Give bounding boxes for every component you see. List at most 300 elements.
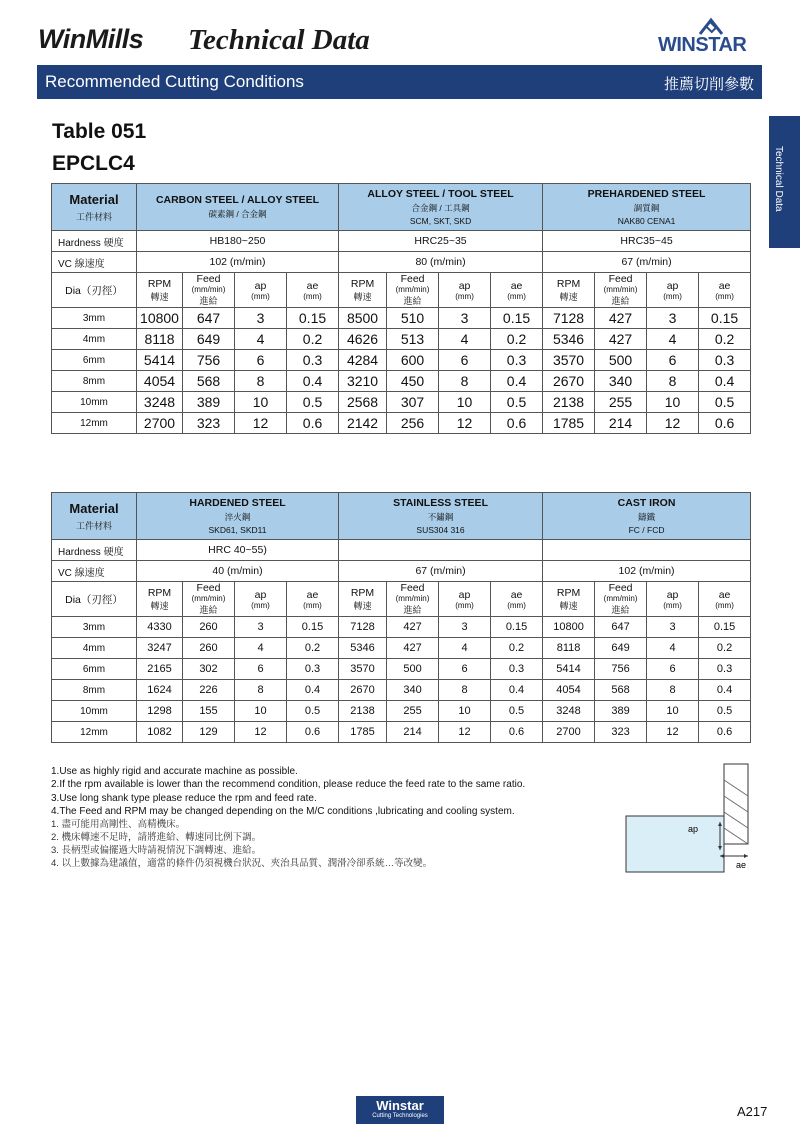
vc-value: 67 (m/min) [339, 561, 543, 582]
value-cell: 12 [647, 722, 699, 743]
value-cell: 389 [183, 392, 235, 413]
note-zh: 3. 長柄型或偏擺過大時請視情況下調轉速、進給。 [51, 845, 262, 857]
feed-header [595, 273, 647, 308]
note-en: 4.The Feed and RPM may be changed depending on the M/C conditions ,lubricating and cooling system. [51, 805, 515, 817]
value-cell: 0.15 [287, 308, 339, 329]
value-cell: 3247 [137, 638, 183, 659]
rpm-label-zh: 轉速 [150, 600, 169, 611]
value-cell: 10 [235, 701, 287, 722]
value-cell: 0.6 [287, 413, 339, 434]
dia-label: Dia（刃徑） [52, 582, 137, 617]
ae-unit: (mm) [507, 291, 526, 301]
ae-label: ae [510, 279, 523, 292]
value-cell: 4330 [137, 617, 183, 638]
ap-header [647, 582, 699, 617]
group-header [543, 184, 751, 231]
value-cell: 302 [183, 659, 235, 680]
note-zh: 1. 盡可能用高剛性、高精機床。 [51, 819, 186, 831]
rpm-label-zh: 轉速 [559, 600, 578, 611]
value-cell: 0.5 [491, 701, 543, 722]
note-zh: 2. 機床轉速不足時，請將進給、轉速同比例下調。 [51, 832, 262, 844]
value-cell: 0.4 [699, 680, 751, 701]
value-cell: 214 [595, 413, 647, 434]
value-cell: 0.15 [491, 308, 543, 329]
value-cell: 2138 [543, 392, 595, 413]
note-en: 1.Use as highly rigid and accurate machine as possible. [51, 766, 298, 777]
value-cell: 0.4 [699, 371, 751, 392]
value-cell: 2138 [339, 701, 387, 722]
section-title: Recommended Cutting Conditions [45, 72, 304, 91]
value-cell: 0.3 [287, 350, 339, 371]
feed-header [387, 273, 439, 308]
note-en: 2.If the rpm available is lower than the recommend condition, please reduce the feed rate to the same ratio. [51, 779, 526, 791]
group-name: PREHARDENED STEEL [587, 188, 706, 200]
ae-unit: (mm) [303, 291, 322, 301]
rpm-label-zh: 轉速 [559, 291, 578, 302]
dia-cell: 10mm [52, 701, 137, 722]
group-name-zh: 不鏽鋼 [427, 512, 454, 522]
value-cell: 2700 [543, 722, 595, 743]
feed-label-zh: 進給 [199, 605, 218, 615]
value-cell: 0.3 [699, 350, 751, 371]
value-cell: 647 [595, 617, 647, 638]
group-grades: SUS304 316 [416, 525, 465, 535]
hardness-value [339, 540, 543, 561]
dia-cell: 4mm [52, 329, 137, 350]
value-cell: 5346 [339, 638, 387, 659]
value-cell: 307 [387, 392, 439, 413]
feed-label-zh: 進給 [611, 605, 630, 615]
value-cell: 8118 [543, 638, 595, 659]
rpm-label: RPM [556, 277, 581, 290]
rpm-header [137, 582, 183, 617]
value-cell: 4054 [543, 680, 595, 701]
group-header [137, 493, 339, 540]
feed-unit: (mm/min) [395, 594, 430, 603]
value-cell: 0.6 [287, 722, 339, 743]
value-cell: 0.3 [699, 659, 751, 680]
value-cell: 500 [595, 350, 647, 371]
ap-label: ap [666, 588, 679, 601]
feed-header [387, 582, 439, 617]
value-cell: 0.2 [699, 329, 751, 350]
value-cell: 4 [647, 638, 699, 659]
group-grades: NAK80 CENA1 [617, 216, 676, 226]
value-cell: 0.5 [699, 701, 751, 722]
value-cell: 8 [439, 371, 491, 392]
value-cell: 4626 [339, 329, 387, 350]
vc-value: 67 (m/min) [543, 252, 751, 273]
value-cell: 255 [595, 392, 647, 413]
value-cell: 10800 [137, 308, 183, 329]
group-header [543, 493, 751, 540]
value-cell: 0.5 [699, 392, 751, 413]
value-cell: 260 [183, 617, 235, 638]
value-cell: 0.2 [491, 329, 543, 350]
value-cell: 427 [387, 638, 439, 659]
value-cell: 4 [647, 329, 699, 350]
ap-label: ap [666, 279, 679, 292]
group-name-zh: 淬火鋼 [224, 512, 251, 522]
value-cell: 256 [387, 413, 439, 434]
rpm-label-zh: 轉速 [353, 291, 372, 302]
feed-header [183, 582, 235, 617]
value-cell: 1624 [137, 680, 183, 701]
ae-header [699, 273, 751, 308]
group-name: STAINLESS STEEL [393, 497, 488, 509]
ae-label: ae [306, 279, 319, 292]
hardness-value: HB180~250 [137, 231, 339, 252]
ap-header [439, 273, 491, 308]
feed-unit: (mm/min) [603, 594, 638, 603]
value-cell: 10 [647, 392, 699, 413]
table-row [52, 638, 751, 659]
value-cell: 3 [235, 308, 287, 329]
feed-label-zh: 進給 [199, 296, 218, 306]
ap-unit: (mm) [251, 600, 270, 610]
group-name-zh: 調質鋼 [633, 203, 660, 213]
value-cell: 8118 [137, 329, 183, 350]
value-cell: 6 [235, 350, 287, 371]
value-cell: 5414 [137, 350, 183, 371]
rpm-label: RPM [350, 586, 375, 599]
ap-unit: (mm) [251, 291, 270, 301]
table-row [52, 413, 751, 434]
hardness-value: HRC 40~55) [137, 540, 339, 561]
value-cell: 427 [595, 329, 647, 350]
ap-header [235, 582, 287, 617]
value-cell: 3 [439, 617, 491, 638]
value-cell: 323 [183, 413, 235, 434]
table-row [52, 350, 751, 371]
vc-label: VC 線速度 [52, 561, 137, 582]
feed-label: Feed [196, 582, 221, 594]
value-cell: 4 [235, 329, 287, 350]
value-cell: 260 [183, 638, 235, 659]
rpm-label-zh: 轉速 [150, 291, 169, 302]
value-cell: 4284 [339, 350, 387, 371]
product-code: EPCLC4 [52, 152, 135, 175]
dia-cell: 3mm [52, 617, 137, 638]
feed-unit: (mm/min) [191, 594, 226, 603]
value-cell: 0.3 [491, 350, 543, 371]
value-cell: 0.5 [287, 392, 339, 413]
value-cell: 3210 [339, 371, 387, 392]
value-cell: 0.2 [287, 638, 339, 659]
feed-label: Feed [400, 582, 425, 594]
feed-label-zh: 進給 [403, 296, 422, 306]
value-cell: 1082 [137, 722, 183, 743]
rpm-header [543, 273, 595, 308]
ae-unit: (mm) [715, 291, 734, 301]
ap-header [439, 582, 491, 617]
value-cell: 3570 [543, 350, 595, 371]
group-header [339, 493, 543, 540]
value-cell: 8 [439, 680, 491, 701]
value-cell: 8 [235, 371, 287, 392]
ap-label: ap [458, 588, 471, 601]
value-cell: 12 [235, 722, 287, 743]
value-cell: 8 [235, 680, 287, 701]
ae-header [491, 273, 543, 308]
table-row [52, 659, 751, 680]
value-cell: 500 [387, 659, 439, 680]
value-cell: 647 [183, 308, 235, 329]
value-cell: 4054 [137, 371, 183, 392]
value-cell: 12 [647, 413, 699, 434]
ap-unit: (mm) [455, 600, 474, 610]
value-cell: 2670 [339, 680, 387, 701]
vc-value: 80 (m/min) [339, 252, 543, 273]
hardness-value: HRC35~45 [543, 231, 751, 252]
value-cell: 1785 [543, 413, 595, 434]
table-row [52, 329, 751, 350]
ap-diagram-label: ap [688, 824, 699, 834]
value-cell: 756 [595, 659, 647, 680]
group-name-zh: 合金鋼 / 工具鋼 [411, 203, 470, 213]
group-name: CARBON STEEL / ALLOY STEEL [155, 194, 320, 206]
dia-cell: 3mm [52, 308, 137, 329]
feed-unit: (mm/min) [191, 285, 226, 294]
table-row [52, 722, 751, 743]
hardness-value [543, 540, 751, 561]
feed-label: Feed [400, 273, 425, 285]
rpm-header [137, 273, 183, 308]
value-cell: 3570 [339, 659, 387, 680]
value-cell: 0.15 [491, 617, 543, 638]
ae-header [491, 582, 543, 617]
dia-cell: 4mm [52, 638, 137, 659]
value-cell: 568 [183, 371, 235, 392]
ae-label: ae [306, 588, 319, 601]
value-cell: 649 [595, 638, 647, 659]
cutting-diagram [624, 760, 754, 880]
ap-unit: (mm) [663, 291, 682, 301]
winstar-logo [658, 16, 766, 56]
value-cell: 6 [439, 659, 491, 680]
value-cell: 756 [183, 350, 235, 371]
ae-label: ae [718, 279, 731, 292]
ae-diagram-label: ae [736, 860, 747, 870]
hardness-label: Hardness 硬度 [52, 540, 137, 561]
value-cell: 155 [183, 701, 235, 722]
material-header [52, 493, 137, 540]
ap-header [647, 273, 699, 308]
ae-header [287, 582, 339, 617]
value-cell: 226 [183, 680, 235, 701]
feed-label: Feed [608, 582, 633, 594]
dia-cell: 6mm [52, 659, 137, 680]
column-header-row [52, 582, 751, 617]
rpm-label: RPM [556, 586, 581, 599]
ae-header [287, 273, 339, 308]
value-cell: 2670 [543, 371, 595, 392]
value-cell: 12 [439, 722, 491, 743]
value-cell: 340 [387, 680, 439, 701]
side-tab-label: Technical Data [773, 146, 784, 212]
value-cell: 340 [595, 371, 647, 392]
group-grades: FC / FCD [628, 525, 665, 535]
value-cell: 10 [235, 392, 287, 413]
table-row [52, 371, 751, 392]
value-cell: 513 [387, 329, 439, 350]
ap-label: ap [458, 279, 471, 292]
value-cell: 0.5 [491, 392, 543, 413]
value-cell: 389 [595, 701, 647, 722]
value-cell: 0.4 [491, 371, 543, 392]
value-cell: 3 [647, 617, 699, 638]
dia-label: Dia（刃徑） [52, 273, 137, 308]
group-grades: SCM, SKT, SKD [409, 216, 472, 226]
feed-header [595, 582, 647, 617]
value-cell: 2568 [339, 392, 387, 413]
column-header-row [52, 273, 751, 308]
value-cell: 8500 [339, 308, 387, 329]
value-cell: 10 [439, 701, 491, 722]
ae-unit: (mm) [715, 600, 734, 610]
ae-unit: (mm) [303, 600, 322, 610]
value-cell: 5414 [543, 659, 595, 680]
material-label: Material [69, 191, 119, 207]
feed-label: Feed [608, 273, 633, 285]
value-cell: 3 [439, 308, 491, 329]
value-cell: 5346 [543, 329, 595, 350]
feed-label: Feed [196, 273, 221, 285]
footer-logo-sub: Cutting Technologies [372, 1113, 428, 1119]
rpm-header [543, 582, 595, 617]
ap-label: ap [254, 588, 267, 601]
dia-cell: 6mm [52, 350, 137, 371]
group-header [137, 184, 339, 231]
value-cell: 0.15 [699, 617, 751, 638]
vc-value: 102 (m/min) [543, 561, 751, 582]
section-title-zh: 推薦切削參數 [663, 76, 754, 93]
ap-unit: (mm) [455, 291, 474, 301]
value-cell: 2142 [339, 413, 387, 434]
table-row [52, 392, 751, 413]
logo-text: WINSTAR [658, 34, 747, 56]
value-cell: 6 [647, 350, 699, 371]
hardness-label: Hardness 硬度 [52, 231, 137, 252]
table-title: Table 051 [52, 120, 147, 143]
material-label-zh: 工件材料 [75, 520, 112, 531]
value-cell: 0.2 [491, 638, 543, 659]
ae-unit: (mm) [507, 600, 526, 610]
group-grades: SKD61, SKD11 [208, 525, 267, 535]
cutting-table-2 [51, 492, 751, 743]
logo-emblem-icon [696, 16, 726, 36]
side-tab [769, 116, 800, 248]
group-name-zh: 鑄鐵 [638, 512, 656, 522]
value-cell: 10 [647, 701, 699, 722]
value-cell: 0.6 [699, 413, 751, 434]
value-cell: 12 [235, 413, 287, 434]
rpm-label-zh: 轉速 [353, 600, 372, 611]
value-cell: 0.4 [287, 371, 339, 392]
value-cell: 12 [439, 413, 491, 434]
dia-cell: 12mm [52, 413, 137, 434]
usage-notes [51, 765, 525, 870]
value-cell: 10 [439, 392, 491, 413]
table-row [52, 617, 751, 638]
value-cell: 568 [595, 680, 647, 701]
ae-label: ae [510, 588, 523, 601]
value-cell: 8 [647, 371, 699, 392]
ae-label: ae [718, 588, 731, 601]
value-cell: 323 [595, 722, 647, 743]
value-cell: 10800 [543, 617, 595, 638]
group-name: CAST IRON [617, 497, 676, 509]
ap-header [235, 273, 287, 308]
group-name: ALLOY STEEL / TOOL STEEL [367, 188, 514, 200]
note-zh: 4. 以上數據為建議值，適當的條件仍須視機台狀況、夾治具品質、潤滑冷卻系統…等改變。 [51, 858, 433, 870]
value-cell: 7128 [339, 617, 387, 638]
value-cell: 2165 [137, 659, 183, 680]
dia-cell: 12mm [52, 722, 137, 743]
rpm-label: RPM [350, 277, 375, 290]
value-cell: 0.15 [699, 308, 751, 329]
feed-header [183, 273, 235, 308]
value-cell: 4 [439, 638, 491, 659]
value-cell: 6 [647, 659, 699, 680]
rpm-label: RPM [147, 277, 172, 290]
vc-label: VC 線速度 [52, 252, 137, 273]
value-cell: 0.3 [287, 659, 339, 680]
material-label: Material [69, 500, 119, 516]
value-cell: 0.6 [491, 413, 543, 434]
vc-value: 102 (m/min) [137, 252, 339, 273]
hardness-value: HRC25~35 [339, 231, 543, 252]
section-bar [37, 65, 762, 99]
rpm-header [339, 582, 387, 617]
value-cell: 3 [235, 617, 287, 638]
value-cell: 255 [387, 701, 439, 722]
feed-unit: (mm/min) [603, 285, 638, 294]
ap-label: ap [254, 279, 267, 292]
value-cell: 4 [235, 638, 287, 659]
value-cell: 649 [183, 329, 235, 350]
dia-cell: 10mm [52, 392, 137, 413]
value-cell: 0.3 [491, 659, 543, 680]
value-cell: 7128 [543, 308, 595, 329]
table-row [52, 308, 751, 329]
value-cell: 3248 [137, 392, 183, 413]
note-en: 3.Use long shank type please reduce the rpm and feed rate. [51, 792, 317, 804]
value-cell: 129 [183, 722, 235, 743]
value-cell: 3248 [543, 701, 595, 722]
rpm-header [339, 273, 387, 308]
value-cell: 2700 [137, 413, 183, 434]
value-cell: 0.15 [287, 617, 339, 638]
value-cell: 0.2 [699, 638, 751, 659]
value-cell: 8 [647, 680, 699, 701]
value-cell: 600 [387, 350, 439, 371]
feed-unit: (mm/min) [395, 285, 430, 294]
group-header [339, 184, 543, 231]
vc-value: 40 (m/min) [137, 561, 339, 582]
value-cell: 3 [647, 308, 699, 329]
value-cell: 427 [595, 308, 647, 329]
value-cell: 0.4 [287, 680, 339, 701]
dia-cell: 8mm [52, 371, 137, 392]
value-cell: 6 [439, 350, 491, 371]
value-cell: 6 [235, 659, 287, 680]
value-cell: 0.6 [699, 722, 751, 743]
table-row [52, 701, 751, 722]
value-cell: 0.4 [491, 680, 543, 701]
material-label-zh: 工件材料 [75, 211, 112, 222]
group-name: HARDENED STEEL [189, 497, 286, 509]
